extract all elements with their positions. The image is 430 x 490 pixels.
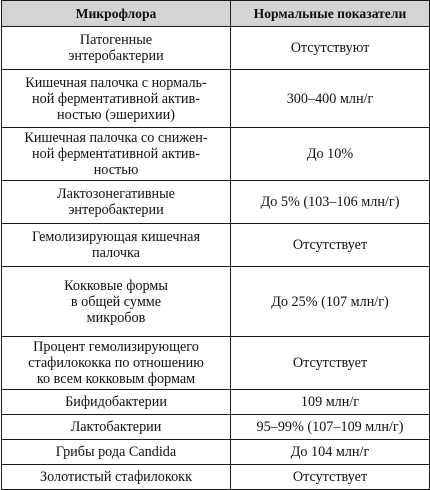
name-line: энтеробактерии bbox=[68, 48, 164, 64]
table-row bbox=[2, 224, 430, 267]
name-line: ностью bbox=[93, 162, 139, 178]
microflora-name-cell bbox=[2, 181, 231, 224]
name-line: Кишечная палочка с нормаль- bbox=[25, 74, 207, 91]
normal-value-cell: Отсутствует bbox=[231, 465, 430, 490]
header-row bbox=[2, 1, 430, 27]
normal-value-cell: До 25% (107 млн/г) bbox=[231, 267, 430, 337]
name-line: Кишечная палочка со снижен- bbox=[24, 130, 208, 146]
table-row bbox=[2, 440, 430, 465]
name-line: Бифидобактерии bbox=[65, 394, 167, 410]
name-line: Лактобактерии bbox=[70, 419, 162, 435]
microflora-name-cell bbox=[2, 224, 231, 267]
normal-value-cell: Отсутствует bbox=[231, 337, 430, 390]
normal-value-cell: До 104 млн/г bbox=[231, 440, 430, 465]
microflora-name-cell bbox=[2, 440, 231, 465]
name-line: Патогенные bbox=[79, 32, 153, 48]
header-normal-values: Нормальные показатели bbox=[231, 1, 430, 27]
microflora-name-cell bbox=[2, 70, 231, 128]
table-row bbox=[2, 337, 430, 390]
name-line: ной ферментативной актив- bbox=[32, 146, 200, 162]
name-line: ко всем кокковым формам bbox=[36, 371, 196, 387]
normal-value-cell: 300–400 млн/г bbox=[231, 70, 430, 128]
name-line: Золотистый стафилококк bbox=[40, 469, 192, 485]
microflora-name-cell bbox=[2, 128, 231, 181]
table-row bbox=[2, 128, 430, 181]
microflora-name-cell bbox=[2, 390, 231, 415]
name-line: ной ферментативной актив- bbox=[32, 90, 200, 107]
table-row bbox=[2, 181, 430, 224]
table-row bbox=[2, 27, 430, 70]
header-microflora: Микрофлора bbox=[2, 1, 231, 27]
table-header bbox=[2, 1, 430, 27]
normal-value-cell: 109 млн/г bbox=[231, 390, 430, 415]
normal-value-cell: 95–99% (107–109 млн/г) bbox=[231, 415, 430, 440]
microflora-name-cell bbox=[2, 27, 231, 70]
normal-value-cell: До 10% bbox=[231, 128, 430, 181]
name-line: Грибы рода Candida bbox=[55, 444, 177, 460]
name-line: ностью (эшерихии) bbox=[57, 106, 175, 123]
table-row bbox=[2, 267, 430, 337]
name-line: в общей сумме bbox=[70, 293, 162, 310]
microflora-name-cell bbox=[2, 337, 231, 390]
normal-value-cell: Отсутствуют bbox=[231, 27, 430, 70]
table-row bbox=[2, 390, 430, 415]
normal-value-cell: Отсутствует bbox=[231, 224, 430, 267]
name-line: микробов bbox=[86, 309, 146, 326]
name-line: стафилококка по отношению bbox=[28, 355, 204, 371]
name-line: Лактозонегативные bbox=[57, 186, 175, 202]
microflora-name-cell bbox=[2, 465, 231, 490]
microflora-name-cell bbox=[2, 267, 231, 337]
microflora-name-cell bbox=[2, 415, 231, 440]
table-body bbox=[2, 27, 430, 490]
table-row bbox=[2, 465, 430, 490]
microflora-table bbox=[1, 0, 430, 490]
name-line: Процент гемолизирующего bbox=[33, 339, 199, 355]
name-line: энтеробактерии bbox=[68, 202, 164, 218]
table-row bbox=[2, 70, 430, 128]
table-row bbox=[2, 415, 430, 440]
name-line: Кокковые формы bbox=[64, 277, 168, 294]
name-line: Гемолизирующая кишечная bbox=[32, 229, 200, 245]
name-line: палочка bbox=[92, 245, 140, 261]
normal-value-cell: До 5% (103–106 млн/г) bbox=[231, 181, 430, 224]
